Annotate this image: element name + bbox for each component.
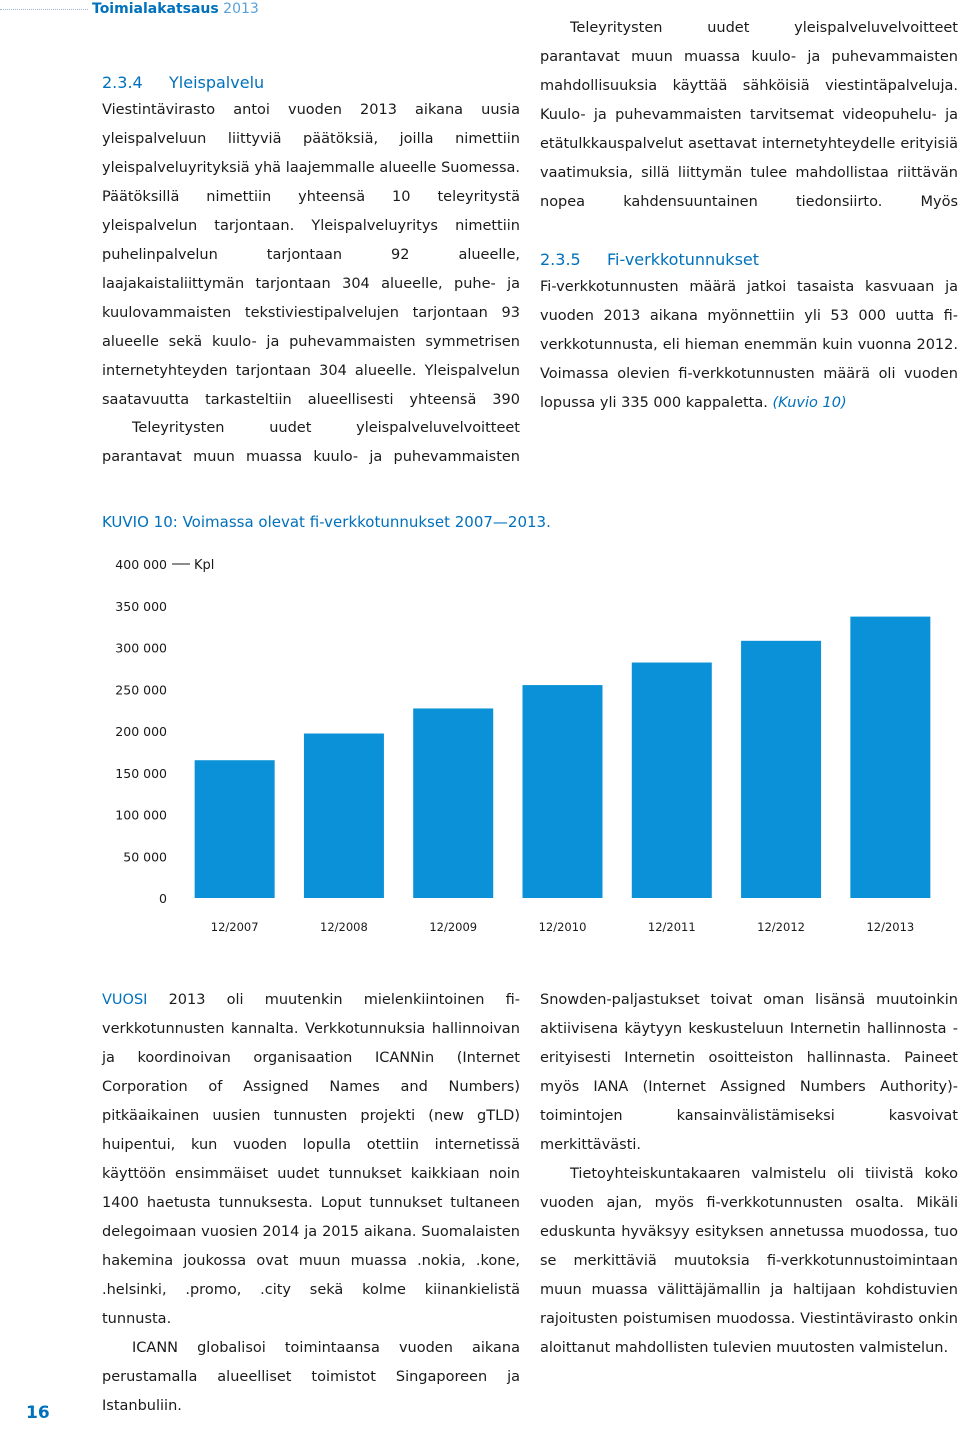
paragraph-yleispalvelu-2 — [102, 414, 520, 472]
section-number: 2.3.5 — [540, 250, 581, 269]
section-title: Fi-verkkotunnukset — [607, 250, 760, 269]
header-rule — [0, 9, 88, 10]
y-axis-label: Kpl — [194, 558, 215, 573]
x-tick-label: 12/2012 — [757, 920, 805, 934]
section-title: Yleispalvelu — [169, 73, 265, 92]
x-tick-label: 12/2007 — [210, 920, 259, 934]
column-left-bottom — [102, 986, 520, 1421]
figure-reference-link[interactable]: (Kuvio 10) — [772, 395, 847, 411]
running-header — [92, 0, 259, 18]
bar — [850, 617, 930, 898]
bar — [741, 641, 821, 898]
paragraph-fi-verkkotunnukset-text: Fi-verkkotunnusten määrä jatkoi tasaista kasvuaan ja vuoden 2013 aikana myönnettiin yli 53 000 uutta fi-verkkotunnusta, eli hieman enemmän kuin vuonna 2012. Voimassa olevien fi-verkkotunnusten määrä oli vuoden lopussa yli 335 000 kappaletta. — [540, 279, 958, 411]
bar — [195, 760, 275, 898]
bar — [304, 734, 384, 898]
paragraph-vuosi-text: 2013 oli muutenkin mielenkiintoinen fi-verkkotunnusten kannalta. Verkkotunnuksia hallinnoivan ja koordinoivan organisaation ICANNin (Internet Corporation of Assigned Names and Numbers) pitkäaikainen uusien tunnusten projekti (new gTLD) huipentui, kun vuoden lopulla otettiin internetissä käyttöön ensimmäiset uudet tunnukset kaikkiaan noin 1400 haetusta tunnuksesta. Loput tunnukset tultaneen delegoimaan vuosien 2014 ja 2015 aikana. Suomalaisten hakemina joukossa ovat muun muassa .nokia, .kone, .helsinki, .promo, .city sekä kolme kiinankielistä tunnusta. — [102, 992, 520, 1327]
y-tick-label: 350 000 — [115, 598, 167, 614]
x-tick-label: 12/2013 — [866, 920, 915, 934]
section-heading-2-3-5 — [540, 247, 958, 273]
column-right-bottom — [540, 986, 958, 1363]
paragraph-fi-verkkotunnukset — [540, 273, 958, 418]
paragraph-yleispalvelu-2-text: Teleyritysten uudet yleispalveluvelvoitteet parantavat muun muassa kuulo- ja puhevammaisten — [102, 420, 520, 465]
x-tick-label: 12/2008 — [320, 920, 368, 934]
paragraph-vuosi — [102, 986, 520, 1334]
y-tick-label: 0 — [159, 891, 167, 906]
y-tick-label: 400 000 — [115, 557, 167, 572]
figure-caption: KUVIO 10: Voimassa olevat fi-verkkotunnukset 2007—2013. — [102, 513, 551, 531]
paragraph-snowden: Snowden-paljastukset toivat oman lisänsä muutoinkin aktiivisena käytyyn keskusteluun Internetin hallinnosta - erityisesti Internetin osoitteiston hallinnasta. Paineet myös IANA (Internet Assigned Numbers Authority)-toimintojen kansainvälistämiseksi kasvoivat merkittävästi. — [540, 992, 958, 1153]
bar — [523, 685, 603, 898]
y-tick-label: 300 000 — [115, 640, 167, 656]
column-right-top — [540, 20, 958, 418]
lead-word: VUOSI — [102, 992, 148, 1008]
y-tick-label: 50 000 — [123, 849, 167, 865]
y-tick-label: 100 000 — [115, 807, 167, 823]
section-number: 2.3.4 — [102, 73, 143, 92]
paragraph-yleispalvelu-1: Viestintävirasto antoi vuoden 2013 aikana uusia yleispalveluun liittyviä päätöksiä, joilla nimettiin yleispalveluyrityksiä yhä laajemmalle alueelle Suomessa. Päätöksillä nimettiin yhteensä 10 teleyritystä yleispalvelun tarjontaan. Yleispalveluyritys nimettiin puhelinpalvelun tarjontaan 92 alueelle, laajakaistaliittymän tarjontaan 304 alueelle, puhe- ja kuulovammaisten tekstiviestipalvelujen tarjontaan 93 alueelle sekä kuulo- ja puhevammaisten symmetrisen internetyhteyden tarjontaan 304 alueelle. Yleispalvelun saatavuutta tarkasteltiin alueellisesti yhteensä 390 — [102, 102, 520, 408]
section-heading-2-3-4 — [102, 70, 520, 96]
paragraph-icann: ICANN globalisoi toimintaansa vuoden aikana perustamalla alueelliset toimistot Singaporeen ja Istanbuliin. — [102, 1340, 520, 1414]
header-title: Toimialakatsaus — [92, 1, 219, 17]
column-left-top — [102, 70, 520, 472]
bar-chart-fi-domains — [0, 540, 960, 950]
bar — [413, 708, 493, 898]
paragraph-tietoyhteiskuntakaari: Tietoyhteiskuntakaaren valmistelu oli tiivistä koko vuoden ajan, myös fi-verkkotunnusten osalta. Mikäli eduskunta hyväksyy esityksen annetussa muodossa, tuo se merkittäviä muutoksia fi-verkkotunnustoimintaan muun muassa välittäjämallin ja haltijaan kohdistuvien rajoitusten poistumisen muodossa. Viestintävirasto onkin aloittanut mahdollisten tulevien muutosten valmistelun. — [540, 1166, 958, 1356]
x-tick-label: 12/2010 — [538, 920, 587, 934]
paragraph-continuation — [540, 14, 958, 217]
x-tick-label: 12/2009 — [429, 920, 478, 934]
y-tick-label: 150 000 — [115, 765, 167, 781]
header-year: 2013 — [223, 1, 259, 17]
page-number: 16 — [26, 1403, 50, 1423]
bar — [632, 663, 712, 898]
paragraph-continuation-text: Teleyritysten uudet yleispalveluvelvoitteet parantavat muun muassa kuulo- ja puhevammaisten mahdollisuuksia käyttää sähköisiä viestintäpalveluja. Kuulo- ja puhevammaisten tarvitsemat videopuhelu- ja etätulkkauspalvelut asettavat internetyhteydelle erityisiä vaatimuksia, sillä liittymän tulee mahdollistaa riittävän nopea kahdensuuntainen tiedonsiirto. Myös — [540, 20, 958, 210]
y-tick-label: 200 000 — [115, 724, 167, 739]
y-tick-label: 250 000 — [115, 682, 167, 698]
x-tick-label: 12/2011 — [647, 920, 696, 934]
